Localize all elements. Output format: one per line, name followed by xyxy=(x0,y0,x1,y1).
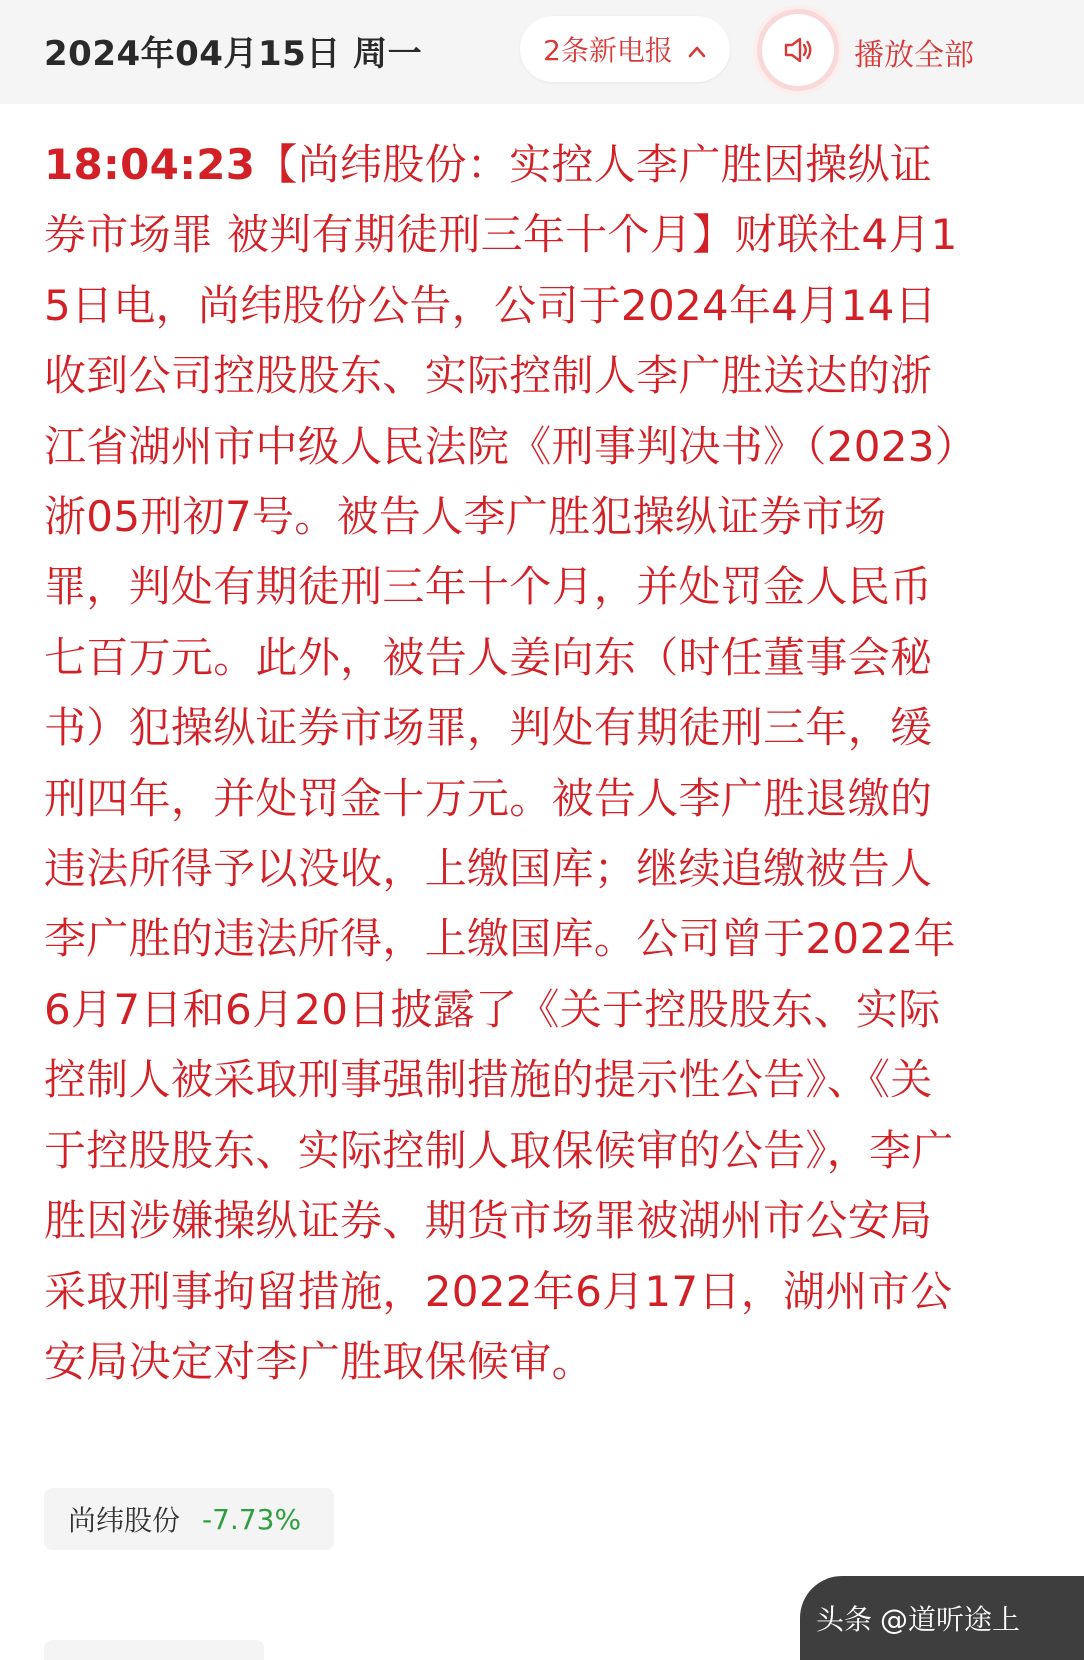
stock-chip[interactable] xyxy=(44,1488,334,1550)
stock-change: -7.73% xyxy=(202,1502,302,1536)
chevron-up-icon xyxy=(687,42,707,62)
telegram-body: 【尚纬股份：实控人李广胜因操纵证券市场罪 被判有期徒刑三年十个月】财联社4月15日电，尚纬股份公告，公司于2024年4月14日收到公司控股股东、实际控制人李广胜送达的浙江省湖州市中级人民法院《刑事判决书》（2023）浙05刑初7号。被告人李广胜犯操纵证券市场罪，判处有期徒刑三年十个月，并处罚金人民币七百万元。此外，被告人姜向东（时任董事会秘书）犯操纵证券市场罪，判处有期徒刑三年，缓刑四年，并处罚金十万元。被告人李广胜退缴的违法所得予以没收，上缴国库；继续追缴被告人李广胜的违法所得，上缴国库。公司曾于2022年6月7日和6月20日披露了《关于控股股东、实际控制人被采取刑事强制措施的提示性公告》、《关于控股股东、实际控制人取保候审的公告》，李广胜因涉嫌操纵证券、期货市场罪被湖州市公安局采取刑事拘留措施，2022年6月17日，湖州市公安局决定对李广胜取保候审。 xyxy=(44,140,958,1386)
telegram-time: 18:04:23 xyxy=(44,140,256,189)
play-audio-button[interactable] xyxy=(762,14,834,86)
new-telegrams-label: 2条新电报 xyxy=(543,34,673,67)
watermark-brand: 头条 xyxy=(816,1603,873,1636)
watermark-author: @道听途上 xyxy=(880,1603,1021,1636)
watermark xyxy=(800,1576,1084,1660)
new-telegrams-button[interactable] xyxy=(520,16,730,82)
speaker-icon xyxy=(780,32,816,68)
date-label: 2024年04月15日 周一 xyxy=(44,34,423,74)
next-chip-partial xyxy=(44,1640,264,1660)
telegram-article xyxy=(44,130,964,1397)
play-all-button[interactable]: 播放全部 xyxy=(854,38,974,73)
stock-name: 尚纬股份 xyxy=(68,1504,181,1537)
header-bar xyxy=(0,0,1084,104)
